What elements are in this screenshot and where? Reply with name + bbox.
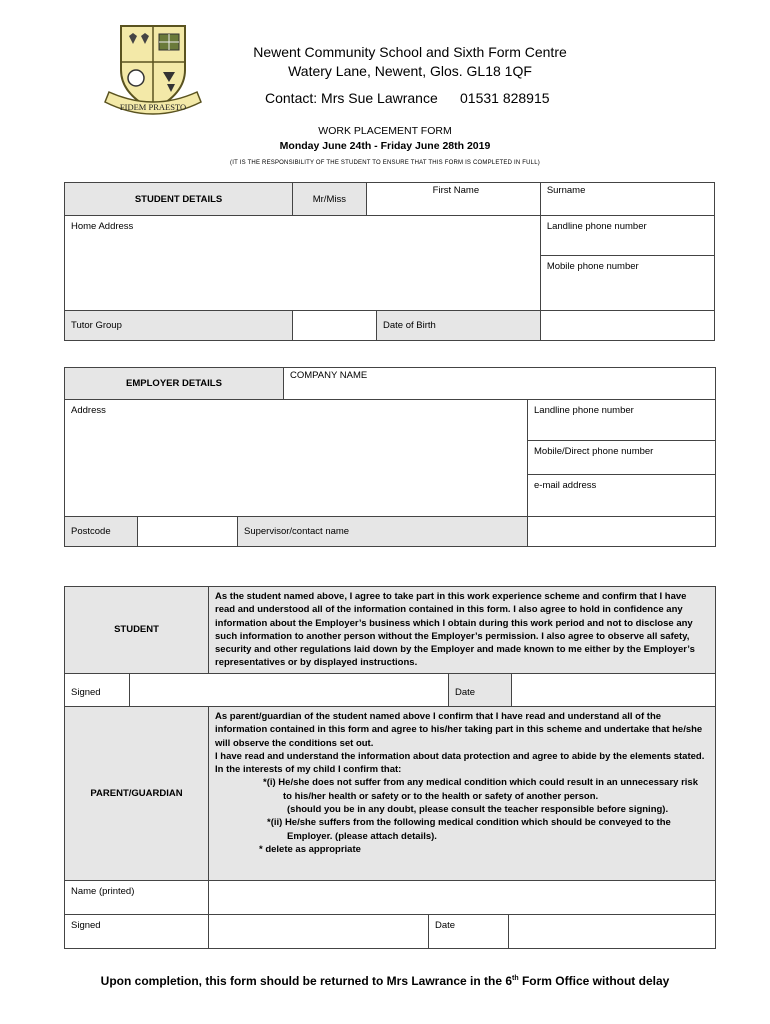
parent-declaration-text — [209, 707, 716, 881]
employer-mobile-label: Mobile/Direct phone number — [534, 446, 654, 457]
tutor-group-field[interactable] — [293, 311, 377, 341]
postcode-field[interactable] — [138, 517, 238, 547]
footer-instruction — [0, 974, 770, 988]
student-signed-label: Signed — [65, 673, 130, 711]
employer-landline-field[interactable] — [528, 400, 716, 441]
school-address: Watery Lane, Newent, Glos. GL18 1QF — [288, 63, 532, 79]
parent-name-label: Name (printed) — [65, 881, 209, 915]
landline-field[interactable] — [540, 216, 714, 256]
first-name-label: First Name — [432, 185, 480, 196]
delete-note: * delete as appropriate — [259, 843, 361, 855]
dob-field[interactable] — [540, 311, 714, 341]
employer-address-field[interactable] — [65, 400, 528, 517]
supervisor-field[interactable] — [528, 517, 716, 547]
parent-declaration-heading: PARENT/GUARDIAN — [65, 707, 209, 881]
parent-data-protection-line: I have read and understand the information about data protection and agree to abide by the elements stated. — [215, 750, 705, 762]
medical-item-2: *(ii) He/she suffers from the following medical condition which should be conveyed to the Employer. (please attach details). — [267, 817, 671, 842]
employer-mobile-field[interactable] — [528, 441, 716, 475]
form-title: WORK PLACEMENT FORM — [318, 125, 452, 137]
parent-consent-line: As parent/guardian of the student named above I confirm that I have read and understand all of the information contained in this form and agree to his/her taking part in this scheme and undertake that he/she will observe the conditions set out. — [215, 711, 703, 749]
landline-label: Landline phone number — [546, 221, 647, 232]
first-name-field[interactable] — [366, 183, 540, 216]
postcode-label: Postcode — [65, 517, 138, 547]
mobile-label: Mobile phone number — [546, 261, 639, 272]
student-declaration-heading: STUDENT — [65, 587, 209, 674]
parent-signed-field[interactable] — [209, 915, 429, 949]
employer-details-heading: EMPLOYER DETAILS — [65, 368, 284, 400]
contact-phone: 01531 828915 — [460, 90, 550, 106]
home-address-field[interactable] — [65, 216, 541, 311]
employer-address-label: Address — [71, 405, 106, 416]
student-declaration-text: As the student named above, I agree to take part in this work experience scheme and confirm that I have read and understood all of the information contained in this form. I also agree to hold in confidence any information about the Employer’s business which I obtain during this work period and not to disclose any such information to another person without the Employer’s permission. I also agree to observe all safety, security and other regulations laid down by the Employer and made known to me either by the Employer’s representatives or by displayed instructions. — [209, 587, 716, 674]
medical-item-1: *(i) He/she does not suffer from any medical condition which could result in an unnecessary risk to his/her health or safety or to the health or safety of another person. — [263, 777, 698, 802]
student-details-heading: STUDENT DETAILS — [65, 183, 293, 216]
student-details-table — [64, 182, 715, 341]
crest-motto: FIDEM PRAESTO — [119, 102, 187, 112]
student-declaration-table — [64, 586, 716, 712]
parent-signed-label: Signed — [65, 915, 209, 949]
parent-date-label: Date — [429, 915, 509, 949]
company-name-field[interactable] — [284, 368, 716, 400]
footer-superscript: th — [512, 975, 519, 982]
home-address-label: Home Address — [71, 221, 134, 232]
dob-label: Date of Birth — [377, 311, 541, 341]
parent-confirm-line: In the interests of my child I confirm that: — [215, 764, 402, 776]
mobile-field[interactable] — [540, 256, 714, 311]
form-note: (IT IS THE RESPONSIBILITY OF THE STUDENT TO ENSURE THAT THIS FORM IS COMPLETED IN FULL) — [230, 160, 540, 166]
supervisor-label: Supervisor/contact name — [238, 517, 528, 547]
company-name-label: COMPANY NAME — [290, 370, 368, 381]
employer-details-table — [64, 367, 716, 547]
student-date-label: Date — [449, 673, 512, 711]
surname-label: Surname — [546, 185, 586, 196]
parent-declaration-table — [64, 706, 716, 949]
school-name: Newent Community School and Sixth Form Centre — [253, 44, 567, 60]
parent-name-field[interactable] — [209, 881, 716, 915]
tutor-group-label: Tutor Group — [65, 311, 293, 341]
title-label: Mr/Miss — [293, 183, 367, 216]
parent-date-field[interactable] — [509, 915, 716, 949]
employer-landline-label: Landline phone number — [534, 405, 634, 416]
employer-email-field[interactable] — [528, 475, 716, 517]
form-dates: Monday June 24th - Friday June 28th 2019 — [279, 140, 491, 152]
employer-email-label: e-mail address — [534, 480, 597, 491]
contact-name: Contact: Mrs Sue Lawrance — [265, 90, 438, 106]
medical-item-1-note: (should you be in any doubt, please consult the teacher responsible before signing). — [287, 804, 669, 816]
surname-field[interactable] — [540, 183, 714, 216]
footer-text: Upon completion, this form should be returned to Mrs Lawrance in the 6 — [100, 974, 513, 988]
footer-text-end: Form Office without delay — [518, 974, 670, 988]
